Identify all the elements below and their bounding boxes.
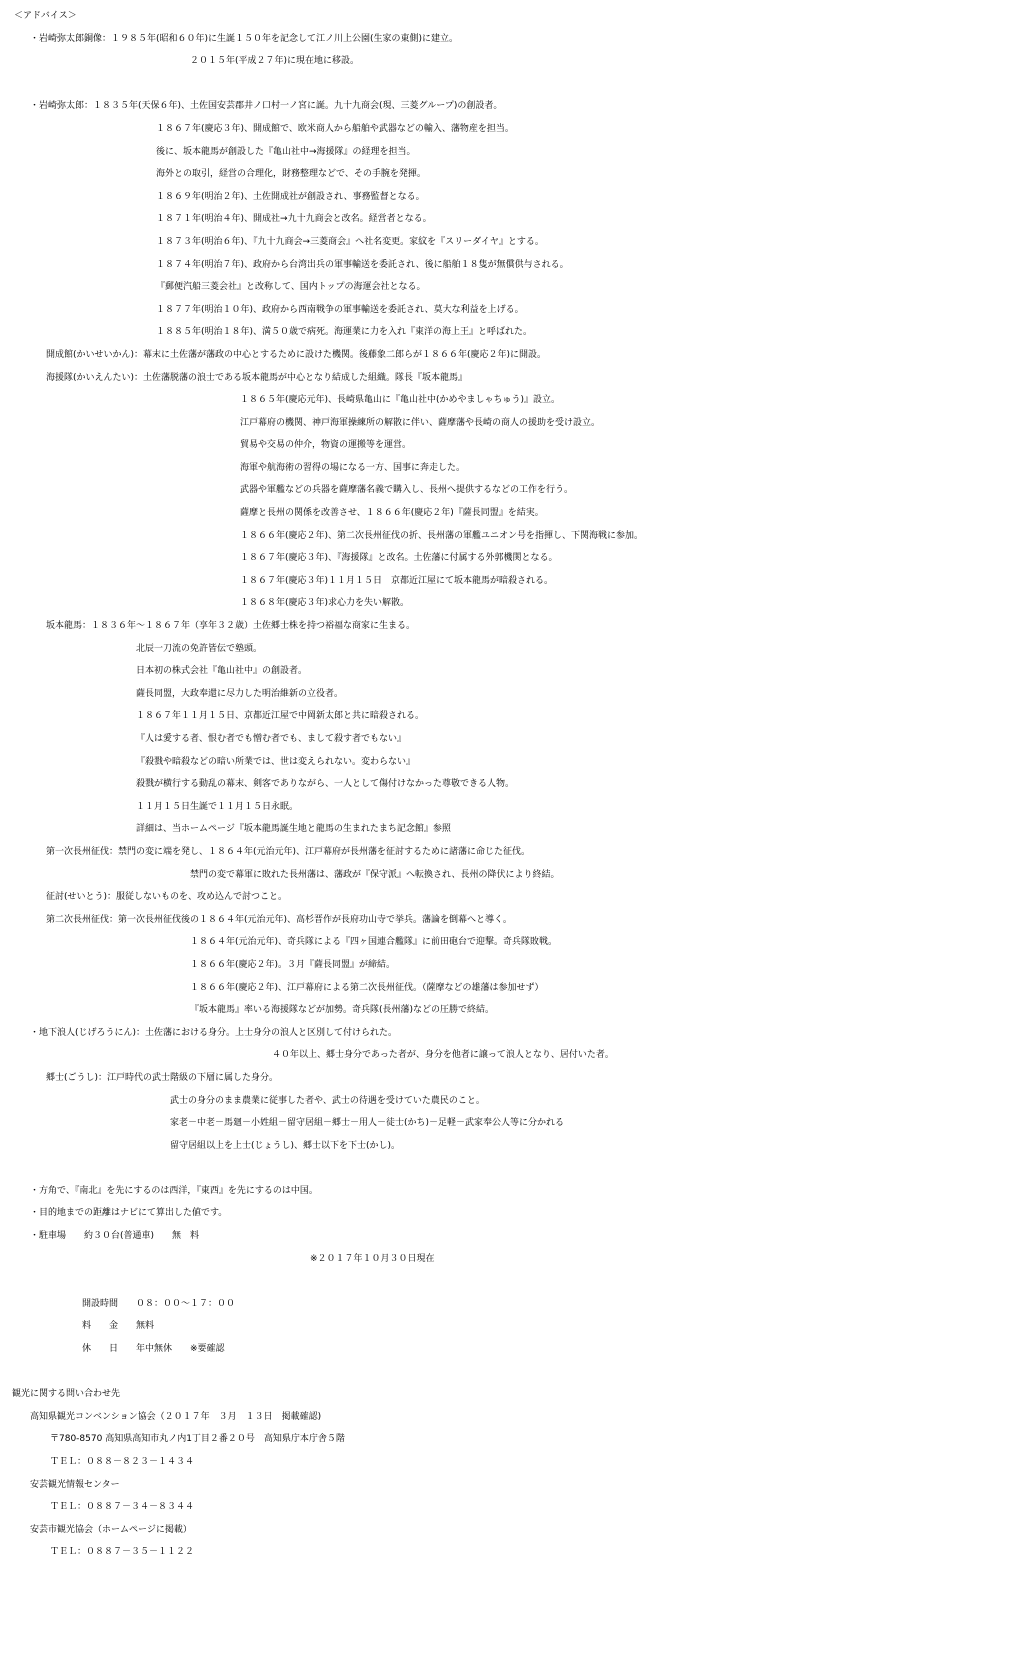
- text-line: １８６６年(慶応２年)。３月『薩長同盟』が締結。: [190, 959, 396, 970]
- text-line: 家老－中老－馬廻－小姓組－留守居組－郷士－用人－徒士(かち)－足軽－武家奉公人等に分かれる: [170, 1118, 565, 1129]
- blank-line: [0, 73, 1033, 96]
- text-line: 安芸市観光協会（ホームページに掲載）: [30, 1524, 192, 1535]
- text-line: １１月１５日生誕で１１月１５日永眠。: [136, 801, 299, 812]
- text-line: 〒780-8570 高知県高知市丸ノ内1丁目２番２０号 高知県庁本庁舎５階: [50, 1434, 345, 1445]
- text-line: 殺戮が横行する動乱の幕末、剣客でありながら、一人として傷付けなかった尊敬できる人物。: [136, 779, 515, 790]
- text-line: 留守居組以上を上士(じょうし)、郷士以下を下士(かし)。: [170, 1140, 401, 1151]
- text-line: １８６７年(慶応３年)、『海援隊』と改名。土佐藩に付属する外郭機関となる。: [240, 553, 558, 564]
- text-line: 『郵便汽船三菱会社』と改称して、国内トップの海運会社となる。: [156, 282, 426, 293]
- advice-document: [0, 5, 1033, 1564]
- blank-line: [0, 1270, 1033, 1293]
- text-line: １８６７年(慶応３年)、開成館で、欧米商人から船舶や武器などの輸入、藩物産を担当。: [156, 123, 514, 134]
- text-line: 坂本龍馬：１８３６年～１８６７年（享年３２歳）土佐郷士株を持つ裕福な商家に生まる。: [46, 621, 416, 632]
- text-line: ＜アドバイス＞: [14, 11, 77, 21]
- text-line: １８７３年(明治６年)、『九十九商会→三菱商会』へ社名変更。家紋を『スリーダイヤ』とする。: [156, 236, 544, 247]
- text-line: 開設時間 ０８：００～１７：００: [82, 1298, 236, 1309]
- text-line: ４０年以上、郷士身分であった者が、身分を他者に譲って浪人となり、居付いた者。: [272, 1050, 614, 1061]
- text-line: 海外との取引，経営の合理化，財務整理などで、その手腕を発揮。: [156, 169, 426, 180]
- text-line: 第一次長州征伐：禁門の変に端を発し、１８６４年(元治元年)、江戸幕府が長州藩を征討するために諸藩に命じた征伐。: [46, 846, 531, 857]
- text-line: ・駐車場 約３０台(普通車) 無 料: [30, 1231, 200, 1242]
- text-line: 北辰一刀流の免許皆伝で塾頭。: [136, 643, 263, 654]
- blank-line: [0, 1157, 1033, 1180]
- text-line: 武士の身分のまま農業に従事した者や、武士の待遇を受けていた農民のこと。: [170, 1095, 485, 1106]
- text-line: 郷士(ごうし)：江戸時代の武士階級の下層に属した身分。: [46, 1072, 279, 1083]
- text-line: １８６４年(元治元年)、奇兵隊による『四ヶ国連合艦隊』に前田砲台で迎撃。奇兵隊敗戦。: [190, 937, 558, 948]
- text-line: 第二次長州征伐：第一次長州征伐後の１８６４年(元治元年)、高杉晋作が長府功山寺で挙兵。藩論を倒幕へと導く。: [46, 914, 512, 925]
- text-line: ＴＥＬ：０８８７－３４－８３４４: [50, 1502, 195, 1513]
- text-line: 薩長同盟，大政奉還に尽力した明治維新の立役者。: [136, 688, 344, 699]
- text-line: 日本初の株式会社『亀山社中』の創設者。: [136, 666, 308, 677]
- text-line: 安芸観光情報センター: [30, 1479, 120, 1490]
- text-line: 『殺戮や暗殺などの暗い所業では、世は変えられない。変わらない』: [136, 756, 416, 767]
- text-line: 詳細は、当ホームページ『坂本龍馬誕生地と龍馬の生まれたまち記念館』参照: [136, 824, 451, 835]
- text-line: １８６６年(慶応２年)、第二次長州征伐の折、長州藩の軍艦ユニオン号を指揮し、下関海戦に参加。: [240, 530, 644, 541]
- text-line: ＴＥＬ：０８８－８２３－１４３４: [50, 1457, 195, 1467]
- text-line: １８６５年(慶応元年)、長崎県亀山に『亀山社中(かめやましゃちゅう)』設立。: [240, 395, 561, 406]
- text-line: 観光に関する問い合わせ先: [12, 1389, 121, 1400]
- text-line: １８６７年１１月１５日、京都近江屋で中岡新太郎と共に暗殺される。: [136, 711, 425, 722]
- text-line: 『人は愛する者、恨む者でも憎む者でも、まして殺す者でもない』: [136, 734, 407, 744]
- text-line: 薩摩と長州の関係を改善させ、１８６６年(慶応２年)『薩長同盟』を結実。: [240, 508, 544, 519]
- text-line: ※２０１７年１０月３０日現在: [310, 1253, 435, 1264]
- text-line: １８６７年(慶応３年)１１月１５日 京都近江屋にて坂本龍馬が暗殺される。: [240, 575, 554, 586]
- text-line: 料 金 無料: [82, 1321, 155, 1332]
- text-line: ・岩崎弥太郎：１８３５年(天保６年)、土佐国安芸郡井ノ口村一ノ宮に誕。九十九商会(現、三菱グループ)の創設者。: [30, 101, 503, 112]
- text-line: 海援隊(かいえんたい)：土佐藩脱藩の浪士である坂本龍馬が中心となり結成した組織。隊長『坂本龍馬』: [46, 372, 468, 383]
- text-line: １８７４年(明治７年)、政府から台湾出兵の軍事輸送を委託され、後に船舶１８隻が無償供与される。: [156, 259, 569, 270]
- text-line: 貿易や交易の仲介，物資の運搬等を運営。: [240, 440, 412, 451]
- text-line: ・地下浪人(じげろうにん)：土佐藩における身分。上士身分の浪人と区別して付けられた。: [30, 1027, 398, 1038]
- text-line: １８７１年(明治４年)、開成社→九十九商会と改名。経営者となる。: [156, 214, 432, 225]
- text-line: ・方角で、『南北』を先にするのは西洋，『東西』を先にするのは中国。: [30, 1185, 318, 1196]
- text-line: 『坂本龍馬』率いる海援隊などが加勢。奇兵隊(長州藩)などの圧勝で終結。: [190, 1005, 495, 1016]
- text-line: ・岩崎弥太郎銅像：１９８５年(昭和６０年)に生誕１５０年を記念して江ノ川上公園(生家の東側)に建立。: [30, 33, 459, 44]
- text-line: 海軍や航海術の習得の場になる一方、国事に奔走した。: [240, 462, 466, 473]
- text-line: ・目的地までの距離はナビにて算出した値です。: [30, 1208, 228, 1219]
- text-line: 休 日 年中無休 ※要確認: [82, 1344, 225, 1355]
- blank-line: [0, 1361, 1033, 1384]
- text-line: ２０１５年(平成２７年)に現在地に移設。: [190, 56, 360, 67]
- text-line: １８６９年(明治２年)、土佐開成社が創設され、事務監督となる。: [156, 191, 425, 202]
- text-line: 江戸幕府の機関、神戸海軍操練所の解散に伴い、薩摩藩や長崎の商人の援助を受け設立。: [240, 417, 601, 428]
- text-line: １８７７年(明治１０年)、政府から西南戦争の軍事輸送を委託され、莫大な利益を上げる。: [156, 304, 524, 315]
- text-line: 武器や軍艦などの兵器を薩摩藩名義で購入し、長州へ提供するなどの工作を行う。: [240, 485, 574, 496]
- text-line: 禁門の変で幕軍に敗れた長州藩は、藩政が『保守派』へ転換され、長州の降伏により終結。: [190, 869, 560, 880]
- text-line: 高知県観光コンベンション協会（２０１７年 ３月 １３日 掲載確認): [30, 1411, 322, 1422]
- text-line: １８６６年(慶応２年)、江戸幕府による第二次長州征伐。（薩摩などの雄藩は参加せず）: [190, 982, 544, 993]
- text-line: 後に、坂本龍馬が創設した『亀山社中→海援隊』の経理を担当。: [156, 146, 416, 157]
- text-line: 征討(せいとう)：服従しないものを、攻め込んで討つこと。: [46, 892, 288, 903]
- text-line: １８８５年(明治１８年)、満５０歳で病死。海運業に力を入れ『東洋の海上王』と呼ばれた。: [156, 327, 533, 338]
- text-line: １８６８年(慶応３年)求心力を失い解散。: [240, 598, 410, 609]
- text-line: 開成館(かいせいかん)：幕末に土佐藩が藩政の中心とするために設けた機関。後藤象二郎らが１８６６年(慶応２年)に開設。: [46, 349, 547, 360]
- text-line: ＴＥＬ：０８８７－３５－１１２２: [50, 1547, 195, 1558]
